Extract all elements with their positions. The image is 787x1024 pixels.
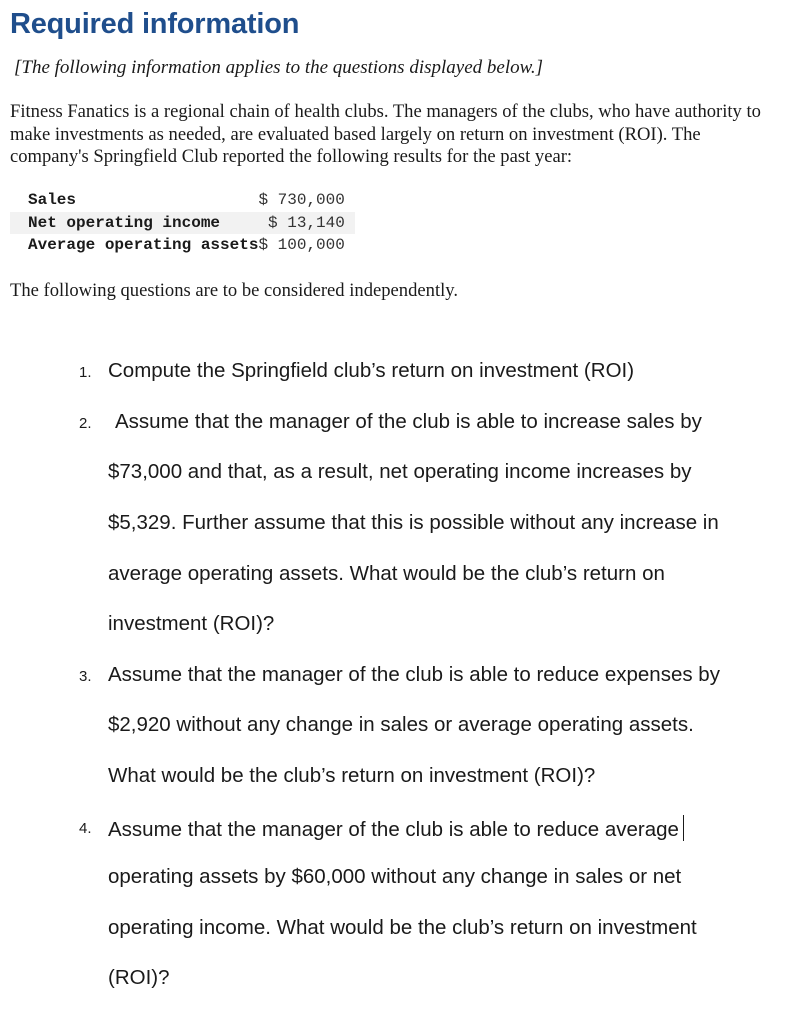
question-3-line: Assume that the manager of the club is able to reduce expenses by — [108, 663, 720, 686]
question-number: 3. — [79, 668, 92, 685]
question-2-line: average operating assets. What would be the club’s return on — [108, 562, 665, 585]
table-row — [10, 189, 355, 212]
page-title: Required information — [10, 8, 300, 40]
question-3-line: $2,920 without any change in sales or average operating assets. — [108, 713, 694, 736]
instructions-note: [The following information applies to the questions displayed below.] — [14, 57, 544, 78]
results-table — [10, 189, 355, 257]
question-number: 2. — [79, 415, 92, 432]
text-cursor — [683, 815, 685, 841]
question-3-line: What would be the club’s return on investment (ROI)? — [108, 764, 596, 787]
question-4-line: (ROI)? — [108, 966, 170, 989]
question-2-line: Assume that the manager of the club is able to increase sales by — [115, 410, 702, 433]
row-label-net-operating-income: Net operating income — [10, 212, 258, 235]
table-row — [10, 234, 355, 257]
row-label-sales: Sales — [28, 191, 77, 210]
independence-note: The following questions are to be considered independently. — [10, 280, 459, 301]
table-row — [10, 212, 355, 235]
question-4-line: operating income. What would be the club’s return on investment — [108, 916, 697, 939]
question-2-line: investment (ROI)? — [108, 612, 275, 635]
question-number: 1. — [79, 364, 92, 381]
question-2-line: $73,000 and that, as a result, net operating income increases by — [108, 460, 692, 483]
row-value-sales: $ 730,000 — [258, 191, 345, 210]
question-4-line-text: Assume that the manager of the club is able to reduce average — [108, 818, 679, 841]
question-4-line: operating assets by $60,000 without any change in sales or net — [108, 865, 682, 888]
question-1-line: Compute the Springfield club’s return on investment (ROI) — [108, 359, 635, 382]
row-label-average-operating-assets: Average operating assets — [28, 236, 259, 255]
intro-paragraph: Fitness Fanatics is a regional chain of health clubs. The managers of the clubs, who have authority to make investments as needed, are evaluated based largely on return on investment (ROI). The company's Springfield Club reported the following results for the past year: — [10, 101, 761, 167]
question-number: 4. — [79, 820, 92, 837]
row-value-net-operating-income: $ 13,140 — [258, 212, 354, 235]
row-value-average-operating-assets: $ 100,000 — [258, 236, 345, 255]
question-4-line — [108, 815, 684, 842]
question-2-line: $5,329. Further assume that this is possible without any increase in — [108, 511, 719, 534]
